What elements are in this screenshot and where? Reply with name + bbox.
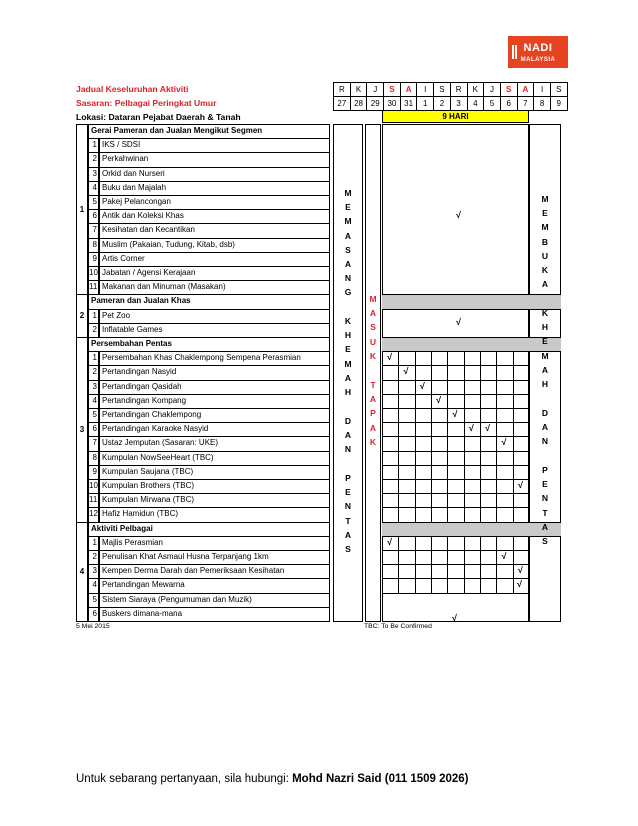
list-item: Kumpulan Brothers (TBC)	[99, 479, 330, 494]
contact-prefix: Untuk sebarang pertanyaan, sila hubungi:	[76, 773, 293, 785]
setup-text: D A N	[344, 416, 352, 455]
grid-row-line	[382, 436, 529, 437]
list-item: Persembahan Khas Chaklempong Sempena Perasmian	[99, 351, 330, 366]
target-audience: Sasaran: Pelbagai Peringkat Umur	[76, 98, 217, 108]
check-mark-icon: √	[501, 437, 507, 448]
day-date: 31	[400, 97, 417, 111]
item-number: 12	[88, 507, 99, 522]
list-item: Sistem Siaraya (Pengumuman dan Muzik)	[99, 593, 330, 608]
day-letter: I	[417, 83, 434, 97]
duration-banner: 9 HARI	[382, 110, 529, 123]
day-letter: R	[334, 83, 351, 97]
move-in-text: M A S U K	[369, 294, 377, 361]
item-number: 9	[88, 465, 99, 480]
item-number: 7	[88, 436, 99, 451]
grid-row-line	[382, 451, 529, 452]
check-mark-icon: √	[419, 380, 425, 391]
list-item: Pet Zoo	[99, 309, 330, 324]
grid-row-line	[382, 493, 529, 494]
check-mark-icon: √	[485, 423, 491, 434]
day-date-row	[334, 97, 568, 111]
grid-row-line	[382, 479, 529, 480]
item-number: 2	[88, 323, 99, 338]
day-letter-row	[334, 83, 568, 97]
check-mark-icon: √	[518, 480, 523, 490]
list-item: Pertandingan Chaklempong	[99, 408, 330, 423]
list-item: Pertandingan Mewarna	[99, 578, 330, 593]
item-number: 2	[88, 152, 99, 167]
list-item: Orkid dan Nurseri	[99, 167, 330, 182]
opening-text: K H E M A H	[541, 308, 549, 390]
item-number: 2	[88, 550, 99, 565]
footer-note: TBC: To Be Confirmed	[364, 623, 432, 630]
section-title: Pameran dan Jualan Khas	[88, 294, 330, 309]
page-title: Jadual Keseluruhan Aktiviti	[76, 84, 189, 94]
opening-text: M E M B U K A	[541, 194, 549, 290]
day-date: 7	[517, 97, 534, 111]
day-letter: K	[350, 83, 367, 97]
item-number: 5	[88, 593, 99, 608]
list-item: Ustaz Jemputan (Sasaran: UKE)	[99, 436, 330, 451]
grid-row-line	[382, 593, 529, 594]
nadi-logo	[508, 36, 568, 68]
day-date: 5	[484, 97, 501, 111]
setup-text: M E M A S A N G	[344, 188, 352, 298]
item-number: 8	[88, 451, 99, 466]
item-number: 2	[88, 365, 99, 380]
day-letter: J	[484, 83, 501, 97]
location: Lokasi: Dataran Pejabat Daerah & Tanah	[76, 112, 241, 122]
day-date: 1	[417, 97, 434, 111]
item-number: 1	[88, 138, 99, 153]
grid-row-line	[382, 380, 529, 381]
list-item: Kumpulan NowSeeHeart (TBC)	[99, 451, 330, 466]
item-number: 5	[88, 195, 99, 210]
day-date: 8	[534, 97, 551, 111]
item-number: 9	[88, 252, 99, 267]
day-letter: S	[550, 83, 567, 97]
section-number: 4	[76, 522, 88, 622]
day-letter: S	[500, 83, 517, 97]
grid-row-line	[382, 564, 529, 565]
item-number: 10	[88, 479, 99, 494]
logo-mark-icon	[512, 45, 517, 59]
item-number: 10	[88, 266, 99, 281]
item-number: 3	[88, 380, 99, 395]
item-number: 3	[88, 564, 99, 579]
list-item: Antik dan Koleksi Khas	[99, 209, 330, 224]
section-title: Aktiviti Pelbagai	[88, 522, 330, 537]
list-item: IKS / SDSI	[99, 138, 330, 153]
item-number: 4	[88, 578, 99, 593]
list-item: Kumpulan Mirwana (TBC)	[99, 493, 330, 508]
section-number: 3	[76, 337, 88, 523]
list-item: Pertandingan Qasidah	[99, 380, 330, 395]
item-number: 7	[88, 223, 99, 238]
list-item: Pertandingan Kompang	[99, 394, 330, 409]
check-mark-icon: √	[501, 551, 507, 561]
logo-text-sub: MALAYSIA	[520, 57, 556, 63]
list-item: Kumpulan Saujana (TBC)	[99, 465, 330, 480]
list-item: Hafiz Hamidun (TBC)	[99, 507, 330, 522]
item-number: 4	[88, 394, 99, 409]
day-date: 9	[550, 97, 567, 111]
item-number: 6	[88, 607, 99, 622]
grid-row-line	[382, 422, 529, 423]
item-number: 11	[88, 280, 99, 295]
item-number: 1	[88, 351, 99, 366]
check-mark-icon: √	[517, 565, 523, 576]
day-letter: A	[400, 83, 417, 97]
setup-text: P E N T A S	[344, 473, 352, 555]
footer-date: 5 Mei 2015	[76, 623, 110, 630]
check-mark-icon: √	[452, 409, 458, 419]
item-number: 1	[88, 309, 99, 324]
check-mark-icon: √	[452, 612, 457, 623]
day-date: 3	[450, 97, 467, 111]
day-letter: S	[384, 83, 401, 97]
day-letter: J	[367, 83, 384, 97]
item-number: 3	[88, 167, 99, 182]
list-item: Pertandingan Nasyid	[99, 365, 330, 380]
item-number: 5	[88, 408, 99, 423]
grid-row-line	[382, 465, 529, 466]
check-mark-icon: √	[436, 394, 442, 405]
logo-text-main: NADI	[523, 42, 553, 54]
item-number: 1	[88, 536, 99, 551]
day-letter: A	[517, 83, 534, 97]
opening-text: P E N T A S	[541, 465, 549, 547]
day-date: 27	[334, 97, 351, 111]
check-mark-icon: √	[387, 536, 393, 547]
section-number: 1	[76, 124, 88, 295]
day-date: 28	[350, 97, 367, 111]
list-item: Penulisan Khat Asmaul Husna Terpanjang 1km	[99, 550, 330, 565]
grid-row-line	[382, 550, 529, 551]
list-item: Kesihatan dan Kecantikan	[99, 223, 330, 238]
grid-row-line	[382, 394, 529, 395]
list-item: Pakej Pelancongan	[99, 195, 330, 210]
item-number: 11	[88, 493, 99, 508]
list-item: Buskers dimana-mana	[99, 607, 330, 622]
day-letter: I	[534, 83, 551, 97]
day-letter: S	[434, 83, 451, 97]
section-title: Gerai Pameran dan Jualan Mengikut Segmen	[88, 124, 330, 139]
day-date: 2	[434, 97, 451, 111]
check-mark-icon: √	[456, 210, 461, 220]
list-item: Muslim (Pakaian, Tudung, Kitab, dsb)	[99, 238, 330, 253]
list-item: Artis Corner	[99, 252, 330, 267]
list-item: Pertandingan Karaoke Nasyid	[99, 422, 330, 437]
list-item: Perkahwinan	[99, 152, 330, 167]
check-mark-icon: √	[456, 317, 461, 327]
day-letter: K	[467, 83, 484, 97]
item-number: 8	[88, 238, 99, 253]
day-header-table	[333, 82, 568, 111]
item-number: 4	[88, 181, 99, 196]
move-in-text: T A P A K	[369, 380, 377, 447]
grid-row-line	[382, 507, 529, 508]
day-date: 30	[384, 97, 401, 111]
list-item: Inflatable Games	[99, 323, 330, 338]
list-item: Makanan dan Minuman (Masakan)	[99, 280, 330, 295]
day-date: 29	[367, 97, 384, 111]
check-mark-icon: √	[403, 366, 409, 377]
section-title: Persembahan Pentas	[88, 337, 330, 352]
day-date: 6	[500, 97, 517, 111]
day-letter: R	[450, 83, 467, 97]
item-number: 6	[88, 209, 99, 224]
item-number: 6	[88, 422, 99, 437]
list-item: Buku dan Majalah	[99, 181, 330, 196]
check-mark-icon: √	[468, 423, 474, 434]
grid-row-line	[382, 578, 529, 579]
move-in-column	[365, 124, 381, 622]
list-item: Jabatan / Agensi Kerajaan	[99, 266, 330, 281]
check-mark-icon: √	[517, 579, 522, 590]
opening-text: D A N	[541, 408, 549, 447]
contact-name: Mohd Nazri Said (011 1509 2026)	[292, 773, 469, 785]
day-date: 4	[467, 97, 484, 111]
check-mark-icon: √	[387, 352, 393, 363]
section-number: 2	[76, 294, 88, 338]
contact-line	[76, 773, 469, 785]
list-item: Kempen Derma Darah dan Pemeriksaan Kesihatan	[99, 564, 330, 579]
list-item: Majlis Perasmian	[99, 536, 330, 551]
setup-text: K H E M A H	[344, 316, 352, 398]
